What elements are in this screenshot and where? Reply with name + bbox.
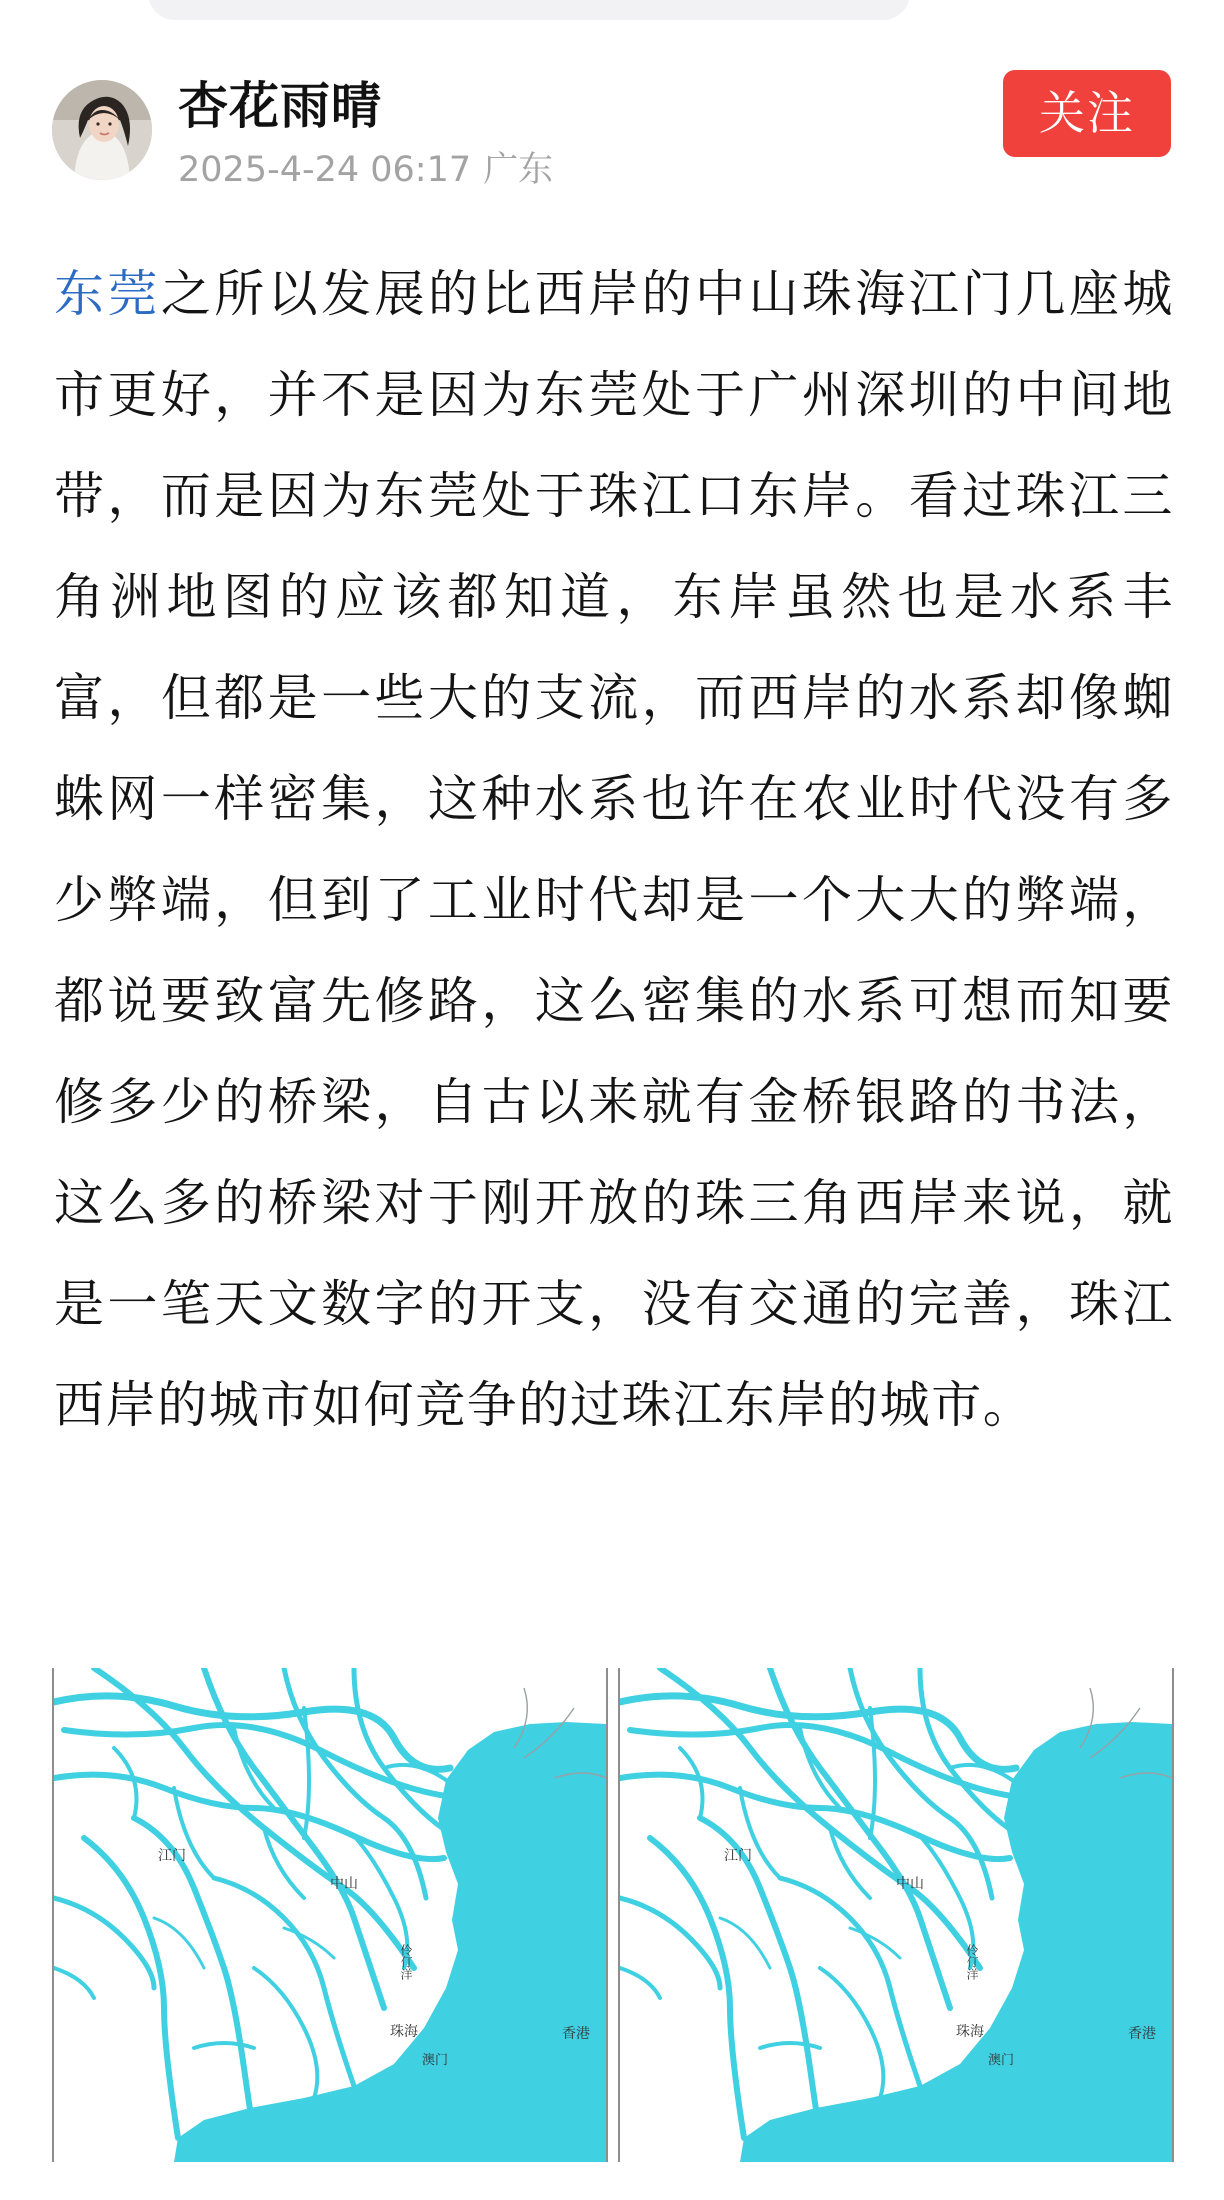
- author-name[interactable]: 杏花雨晴: [178, 77, 382, 135]
- map-label-macau: 澳门: [422, 2053, 449, 2068]
- post-timestamp: 2025-4-24 06:17: [178, 150, 472, 190]
- map-label-lingding: 伶仃洋: [965, 1944, 979, 1980]
- map-label-jiangmen: 江门: [724, 1848, 752, 1864]
- avatar-photo-icon: [52, 80, 152, 180]
- map-label-zhuhai: 珠海: [390, 2024, 418, 2040]
- author-avatar[interactable]: [52, 80, 152, 180]
- follow-button[interactable]: 关注: [1003, 70, 1171, 157]
- pearl-river-delta-map-icon: [620, 1668, 1172, 2162]
- topic-link[interactable]: 东莞: [54, 265, 161, 323]
- map-label-jiangmen: 江门: [158, 1848, 186, 1864]
- post-location: 广东: [483, 150, 554, 190]
- post-meta: [178, 146, 553, 194]
- map-label-lingding: 伶仃洋: [399, 1944, 413, 1980]
- map-label-hongkong: 香港: [1128, 2026, 1156, 2042]
- map-label-hongkong: 香港: [562, 2026, 590, 2042]
- map-label-macau: 澳门: [988, 2053, 1015, 2068]
- post-images: [52, 1668, 1172, 2168]
- post-image-1[interactable]: [52, 1668, 608, 2162]
- map-label-zhuhai: 珠海: [956, 2024, 984, 2040]
- search-bar[interactable]: [148, 0, 910, 20]
- map-label-zhongshan: 中山: [896, 1876, 924, 1892]
- post-body: [54, 244, 1174, 1456]
- pearl-river-delta-map-icon: [54, 1668, 606, 2162]
- map-label-zhongshan: 中山: [330, 1876, 358, 1892]
- post-body-text: 之所以发展的比西岸的中山珠海江门几座城市更好，并不是因为东莞处于广州深圳的中间地带，而是因为东莞处于珠江口东岸。看过珠江三角洲地图的应该都知道，东岸虽然也是水系丰富，但都是一些大的支流，而西岸的水系却像蜘蛛网一样密集，这种水系也许在农业时代没有多少弊端，但到了工业时代却是一个大大的弊端，都说要致富先修路，这么密集的水系可想而知要修多少的桥梁，自古以来就有金桥银路的书法，这么多的桥梁对于刚开放的珠三角西岸来说，就是一笔天文数字的开支，没有交通的完善，珠江西岸的城市如何竞争的过珠江东岸的城市。: [54, 265, 1174, 1434]
- post-image-2[interactable]: [618, 1668, 1174, 2162]
